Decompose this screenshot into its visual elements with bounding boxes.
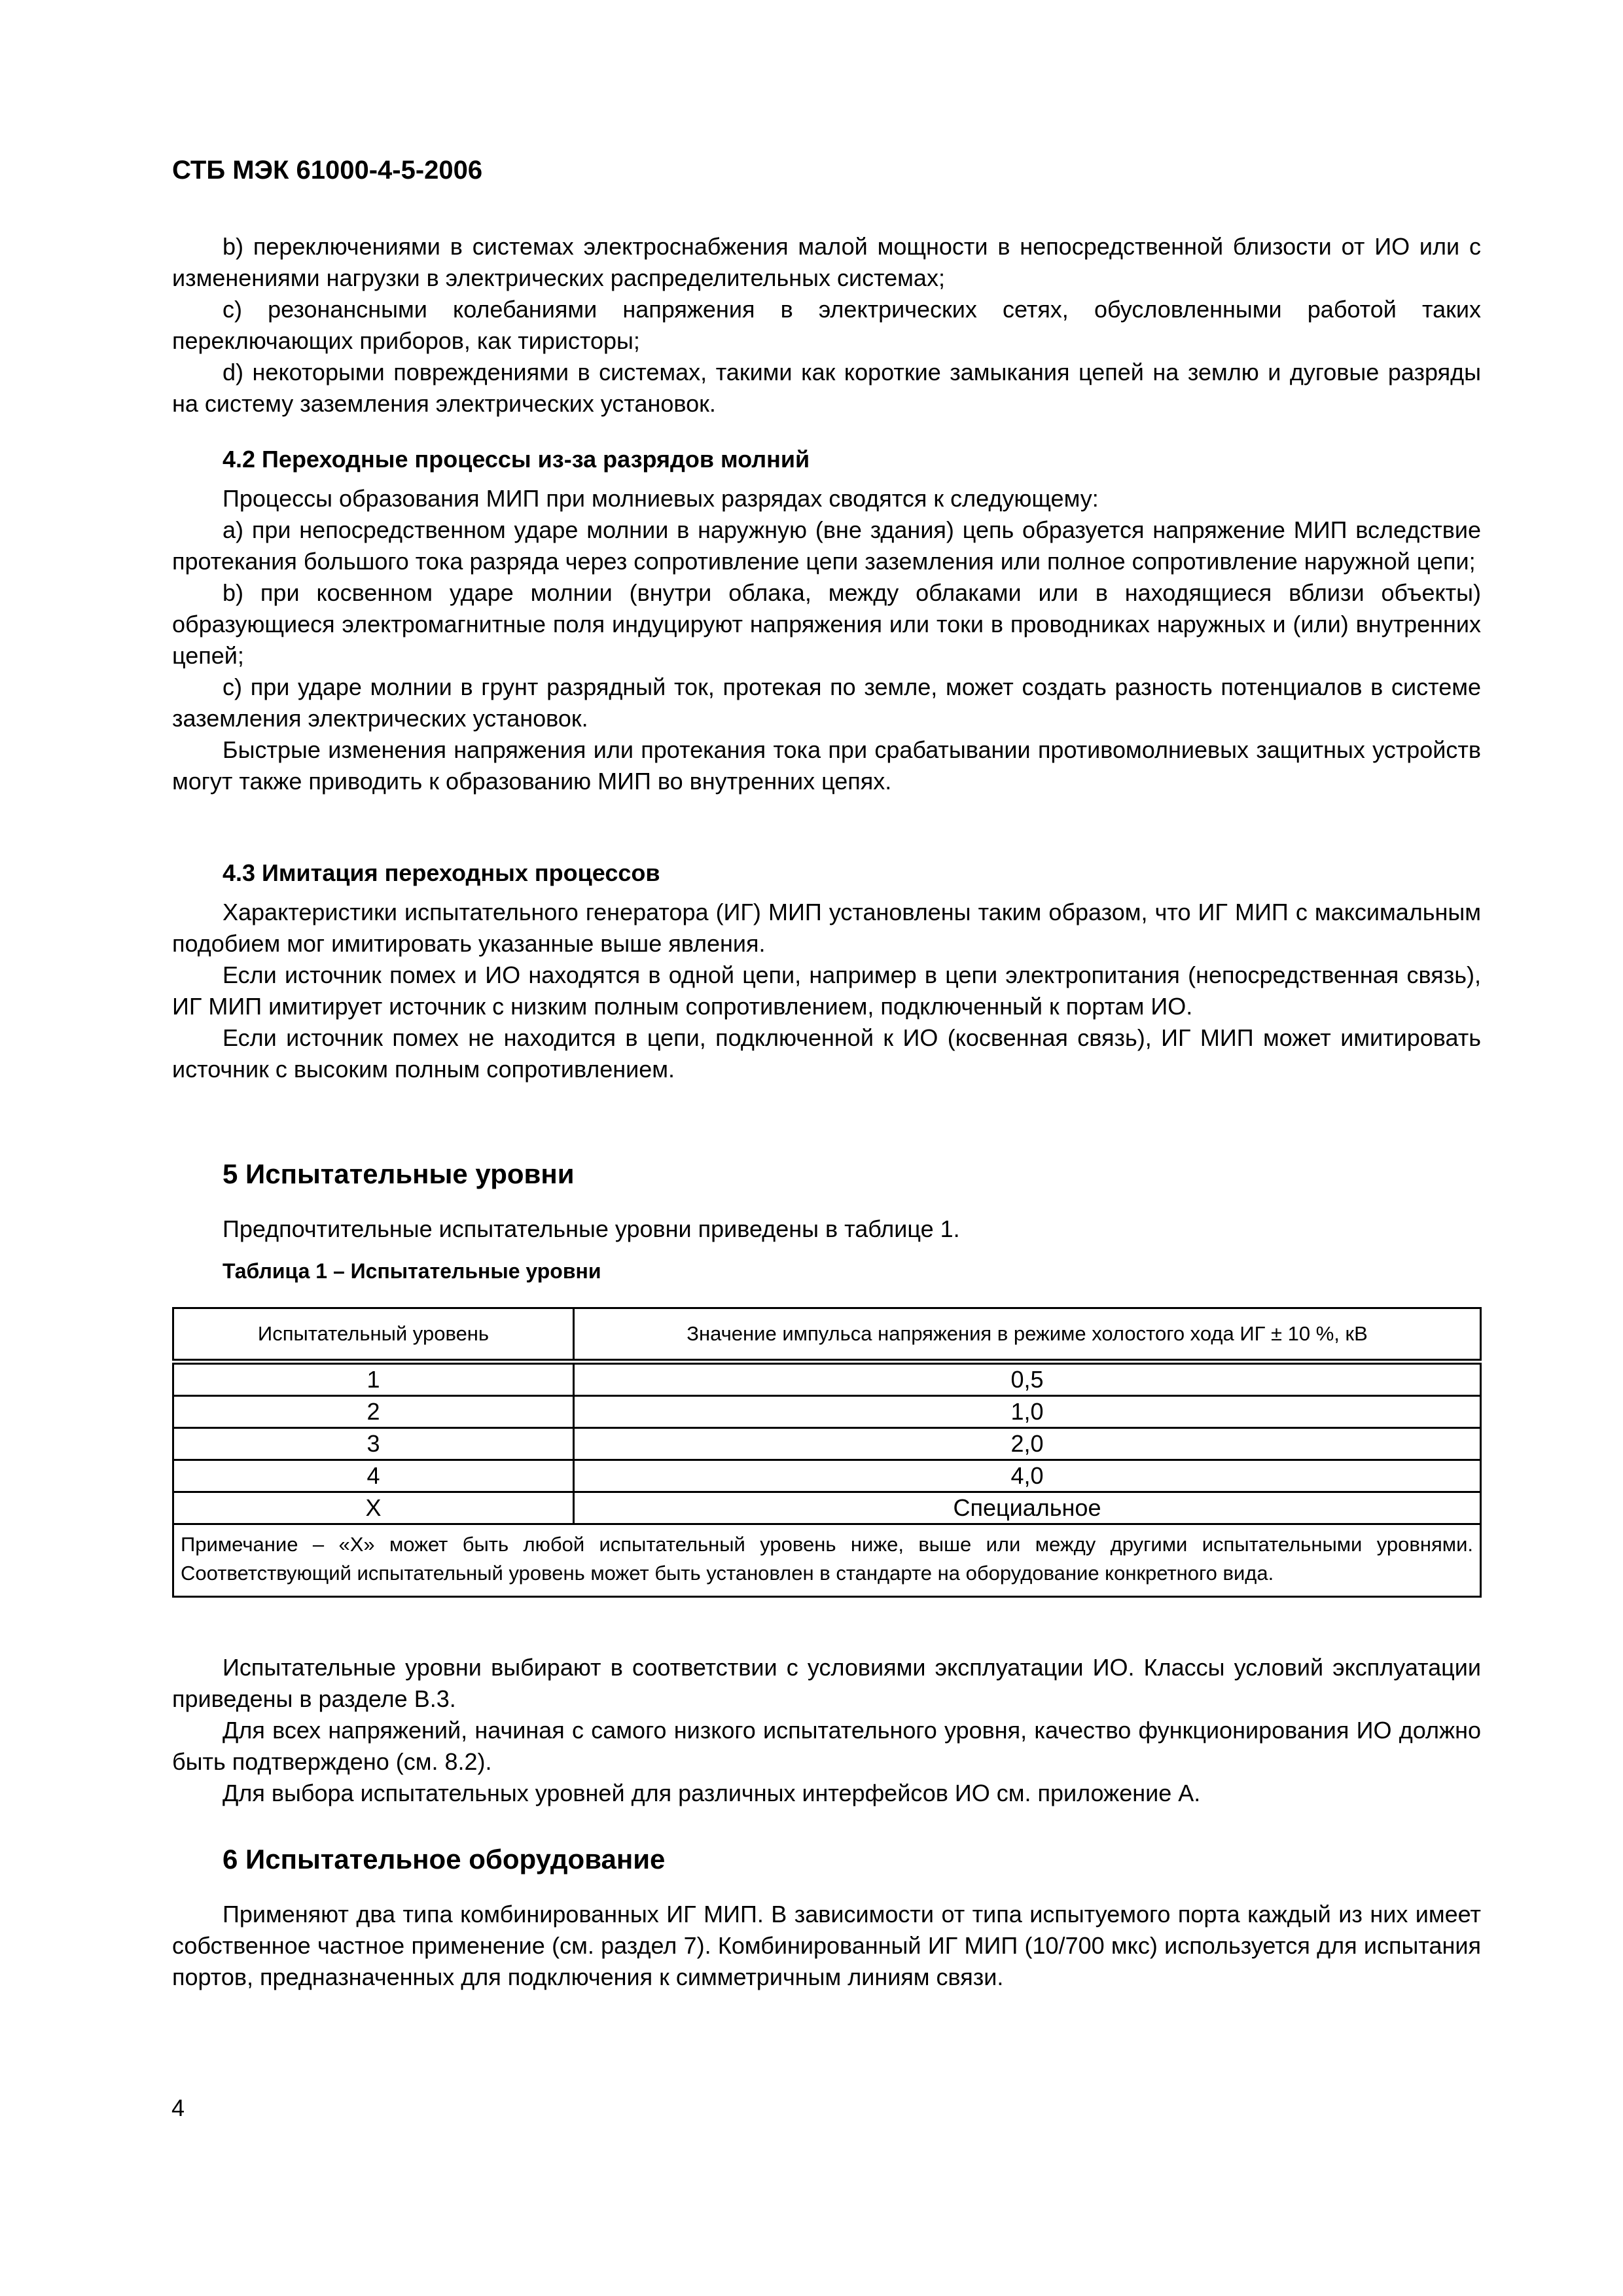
level-cell: 4 bbox=[173, 1460, 574, 1492]
list-item: d) некоторыми повреждениями в системах, такими как короткие замыкания цепей на землю и дуговые разряды на систему заземления электрических установок. bbox=[172, 359, 1481, 417]
value-cell: 4,0 bbox=[574, 1460, 1481, 1492]
value-cell: 1,0 bbox=[574, 1396, 1481, 1428]
table-row bbox=[173, 1362, 1481, 1396]
section-heading: 4.2 Переходные процессы из-за разрядов молний bbox=[223, 446, 810, 473]
table-row bbox=[173, 1396, 1481, 1428]
section-heading: 5 Испытательные уровни bbox=[223, 1158, 575, 1189]
table-header-row bbox=[173, 1308, 1481, 1362]
paragraph: Характеристики испытательного генератора (ИГ) МИП установлены таким образом, что ИГ МИП с максимальным подобием мог имитировать указанные выше явления. bbox=[172, 899, 1481, 957]
paragraph: Если источник помех и ИО находятся в одной цепи, например в цепи электропитания (непосредственная связь), ИГ МИП имитирует источник с низким полным сопротивлением, подключенный к портам ИО. bbox=[172, 961, 1481, 1020]
paragraph: Если источник помех не находится в цепи, подключенной к ИО (косвенная связь), ИГ МИП может имитировать источник с высоким полным сопротивлением. bbox=[172, 1024, 1481, 1083]
paragraph: Для всех напряжений, начиная с самого низкого испытательного уровня, качество функционирования ИО должно быть подтверждено (см. 8.2). bbox=[172, 1717, 1481, 1775]
section-heading: 6 Испытательное оборудование bbox=[223, 1844, 666, 1874]
list-item: b) при косвенном ударе молнии (внутри облака, между облаками или в находящиеся вблизи объекты) образующиеся электромагнитные поля индуцируют напряжения или токи в проводниках наружных и (или) внутренних цепей; bbox=[172, 579, 1481, 669]
paragraph: Предпочтительные испытательные уровни приведены в таблице 1. bbox=[223, 1215, 960, 1242]
table-note-row bbox=[173, 1524, 1481, 1597]
value-cell: 2,0 bbox=[574, 1428, 1481, 1460]
paragraph: Быстрые изменения напряжения или протекания тока при срабатывании противомолниевых защитных устройств могут также приводить к образованию МИП во внутренних цепях. bbox=[172, 736, 1481, 795]
value-cell: Специальное bbox=[574, 1492, 1481, 1524]
level-cell: 1 bbox=[173, 1362, 574, 1396]
column-header: Испытательный уровень bbox=[173, 1308, 574, 1362]
level-cell: 3 bbox=[173, 1428, 574, 1460]
page-number: 4 bbox=[171, 2094, 185, 2121]
section-4-3 bbox=[172, 857, 1481, 1085]
document-code-header: СТБ МЭК 61000-4-5-2006 bbox=[172, 156, 483, 185]
paragraph: Применяют два типа комбинированных ИГ МИП. В зависимости от типа испытуемого порта каждый из них имеет собственное частное применение (см. раздел 7). Комбинированный ИГ МИП (10/700 мкс) используется для испытания портов, предназначенных для подключения к симметричным линиям связи. bbox=[172, 1901, 1481, 1990]
value-cell: 0,5 bbox=[574, 1362, 1481, 1396]
list-item: b) переключениями в системах электроснабжения малой мощности в непосредственной близости от ИО или с изменениями нагрузки в электрических распределительных системах; bbox=[172, 233, 1481, 291]
section-5 bbox=[172, 1157, 1481, 1284]
table-row bbox=[173, 1492, 1481, 1524]
list-item: c) резонансными колебаниями напряжения в электрических сетях, обусловленными работой таких переключающих приборов, как тиристоры; bbox=[172, 296, 1481, 354]
paragraph: Испытательные уровни выбирают в соответствии с условиями эксплуатации ИО. Классы условий эксплуатации приведены в разделе B.3. bbox=[172, 1654, 1481, 1712]
section-6 bbox=[172, 1842, 1481, 1993]
table-row bbox=[173, 1428, 1481, 1460]
table-row bbox=[173, 1460, 1481, 1492]
section-5-text bbox=[172, 1652, 1481, 1809]
paragraph: Процессы образования МИП при молниевых разрядах сводятся к следующему: bbox=[223, 485, 1099, 512]
list-item: a) при непосредственном ударе молнии в наружную (вне здания) цепь образуется напряжение МИП вследствие протекания большого тока разряда через сопротивление цепи заземления или полное сопротивление наружной цепи; bbox=[172, 516, 1481, 575]
intro-list bbox=[172, 231, 1481, 420]
table-note: Примечание – «X» может быть любой испытательный уровень ниже, выше или между другими испытательными уровнями. Соответствующий испытательный уровень может быть установлен в стандарте на оборудование конкретного вида. bbox=[173, 1524, 1481, 1597]
column-header: Значение импульса напряжения в режиме холостого хода ИГ ± 10 %, кВ bbox=[574, 1308, 1481, 1362]
list-item: c) при ударе молнии в грунт разрядный ток, протекая по земле, может создать разность потенциалов в системе заземления электрических установок. bbox=[172, 673, 1481, 732]
section-4-2 bbox=[172, 444, 1481, 797]
paragraph: Для выбора испытательных уровней для различных интерфейсов ИО см. приложение А. bbox=[223, 1780, 1201, 1806]
section-heading: 4.3 Имитация переходных процессов bbox=[223, 859, 660, 886]
table-caption: Таблица 1 – Испытательные уровни bbox=[223, 1259, 601, 1283]
test-levels-table bbox=[172, 1307, 1482, 1598]
level-cell: 2 bbox=[173, 1396, 574, 1428]
level-cell: X bbox=[173, 1492, 574, 1524]
